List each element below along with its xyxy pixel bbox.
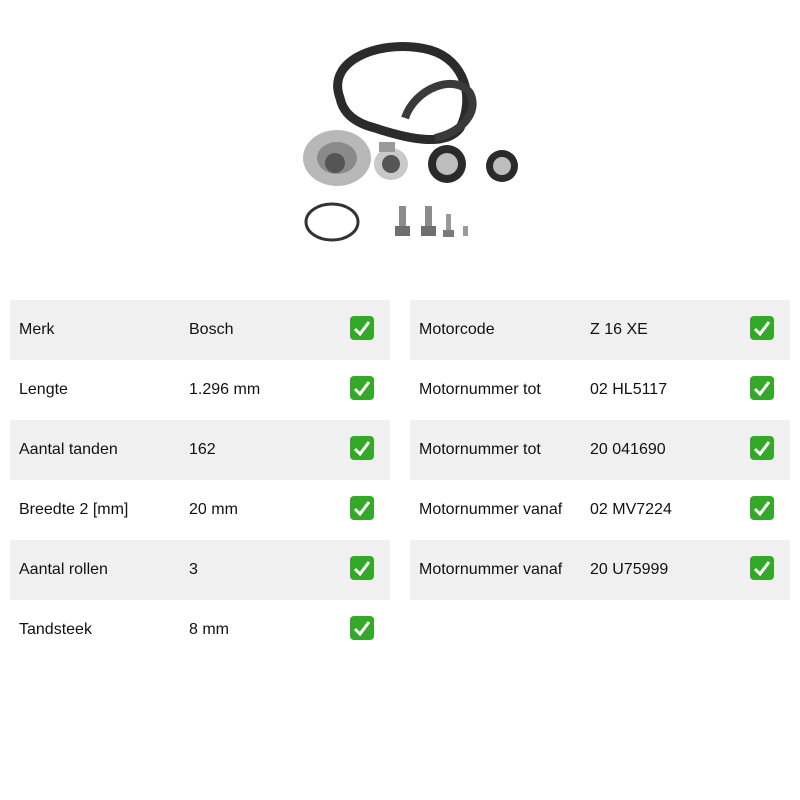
spec-value: Bosch <box>189 321 234 338</box>
spec-row <box>10 360 390 420</box>
spec-value: 8 mm <box>189 621 229 638</box>
spec-label: Breedte 2 [mm] <box>19 501 129 518</box>
check-mark-icon <box>750 316 774 340</box>
spec-label: Motorcode <box>419 321 495 338</box>
spec-table-left <box>10 300 390 660</box>
spec-value: 20 041690 <box>590 441 666 458</box>
spec-row <box>10 540 390 600</box>
spec-row <box>410 360 790 420</box>
spec-value: 162 <box>189 441 216 458</box>
product-image <box>295 38 525 248</box>
check-mark-icon <box>350 376 374 400</box>
spec-label: Motornummer tot <box>419 381 541 398</box>
check-mark-icon <box>750 376 774 400</box>
spec-row <box>10 420 390 480</box>
spec-row <box>10 600 390 660</box>
spec-row <box>10 480 390 540</box>
spec-label: Motornummer vanaf <box>419 561 563 578</box>
check-mark-icon <box>750 556 774 580</box>
spec-label: Lengte <box>19 381 68 398</box>
spec-label: Aantal rollen <box>19 561 108 578</box>
spec-label: Tandsteek <box>19 621 92 638</box>
spec-value: 3 <box>189 561 198 578</box>
check-mark-icon <box>350 496 374 520</box>
check-mark-icon <box>350 436 374 460</box>
spec-row <box>410 300 790 360</box>
spec-value: 20 U75999 <box>590 561 669 578</box>
spec-row <box>410 480 790 540</box>
spec-value: 02 HL5117 <box>590 381 668 398</box>
spec-value: 20 mm <box>189 501 238 518</box>
spec-label: Merk <box>19 321 55 338</box>
check-mark-icon <box>350 616 374 640</box>
spec-table-right <box>410 300 790 600</box>
spec-value: 02 MV7224 <box>590 501 672 518</box>
spec-value: Z 16 XE <box>590 321 648 338</box>
check-mark-icon <box>350 316 374 340</box>
check-mark-icon <box>750 496 774 520</box>
check-mark-icon <box>350 556 374 580</box>
spec-label: Motornummer vanaf <box>419 501 563 518</box>
spec-row <box>10 300 390 360</box>
timing-belt-kit-with-water-pump-image <box>295 38 525 248</box>
spec-row <box>410 540 790 600</box>
spec-label: Motornummer tot <box>419 441 541 458</box>
spec-row <box>410 420 790 480</box>
spec-value: 1.296 mm <box>189 381 261 398</box>
spec-label: Aantal tanden <box>19 441 118 458</box>
check-mark-icon <box>750 436 774 460</box>
